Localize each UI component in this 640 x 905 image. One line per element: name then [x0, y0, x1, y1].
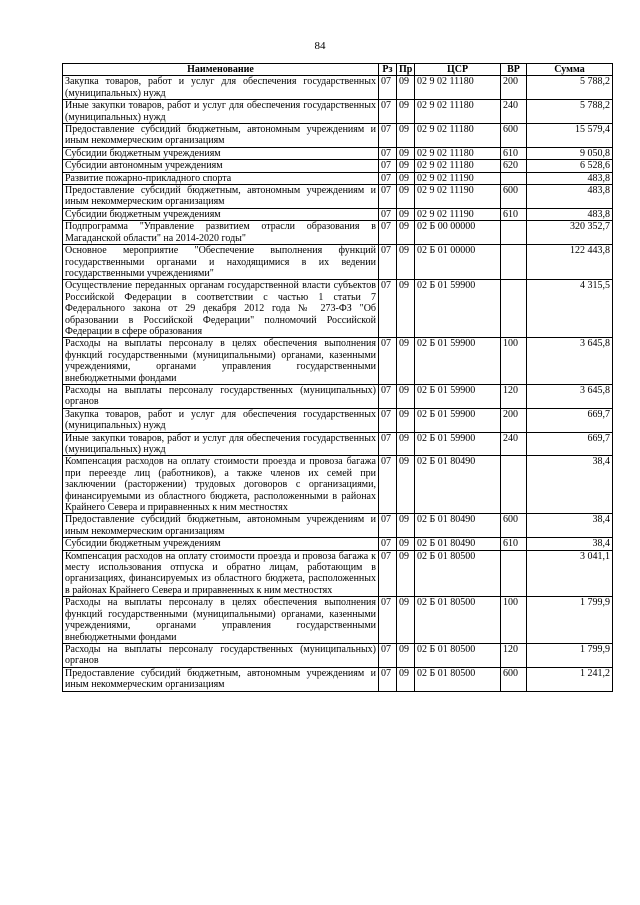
- cell-pr: 09: [397, 538, 415, 550]
- cell-pr: 09: [397, 384, 415, 408]
- cell-sum: 5 788,2: [527, 100, 613, 124]
- cell-sum: 38,4: [527, 538, 613, 550]
- cell-vr: 240: [501, 100, 527, 124]
- cell-pr: 09: [397, 280, 415, 338]
- cell-rz: 07: [379, 550, 397, 597]
- header-sum: Сумма: [527, 64, 613, 76]
- cell-pr: 09: [397, 76, 415, 100]
- cell-vr: 240: [501, 432, 527, 456]
- cell-pr: 09: [397, 185, 415, 209]
- cell-vr: [501, 172, 527, 184]
- cell-vr: 610: [501, 208, 527, 220]
- cell-name: Компенсация расходов на оплату стоимости проезда и провоза багажа к месту использования отпуска и обратно лицам, работающим в организациях, финансируемых из областного бюджета, расположенных в районах Крайнего Севера и приравненных к ним местностях: [63, 550, 379, 597]
- cell-vr: 600: [501, 185, 527, 209]
- cell-name: Предоставление субсидий бюджетным, автономным учреждениям и иным некоммерческим организациям: [63, 185, 379, 209]
- cell-name: Развитие пожарно-прикладного спорта: [63, 172, 379, 184]
- cell-sum: 669,7: [527, 408, 613, 432]
- cell-csr: 02 Б 00 00000: [415, 221, 501, 245]
- cell-vr: 600: [501, 667, 527, 691]
- cell-rz: 07: [379, 124, 397, 148]
- cell-rz: 07: [379, 245, 397, 280]
- table-header-row: [63, 64, 613, 76]
- cell-sum: 3 645,8: [527, 338, 613, 385]
- cell-csr: 02 Б 01 80490: [415, 514, 501, 538]
- cell-csr: 02 9 02 11180: [415, 147, 501, 159]
- cell-rz: 07: [379, 172, 397, 184]
- cell-rz: 07: [379, 643, 397, 667]
- cell-name: Осуществление переданных органам государственной власти субъектов Российской Федерации в соответствии с частью 1 статьи 7 Федерального закона от 29 декабря 2012 года № 273-ФЗ "Об образовании в Российской Федерации" полномочий Российской Федерации в сфере образования: [63, 280, 379, 338]
- cell-pr: 09: [397, 147, 415, 159]
- cell-csr: 02 9 02 11180: [415, 160, 501, 172]
- cell-csr: 02 Б 01 00000: [415, 245, 501, 280]
- header-rz: Рз: [379, 64, 397, 76]
- table-row: [63, 160, 613, 172]
- header-csr: ЦСР: [415, 64, 501, 76]
- cell-csr: 02 Б 01 80490: [415, 538, 501, 550]
- cell-name: Предоставление субсидий бюджетным, автономным учреждениям и иным некоммерческим организациям: [63, 667, 379, 691]
- cell-rz: 07: [379, 408, 397, 432]
- cell-pr: 09: [397, 221, 415, 245]
- cell-name: Субсидии автономным учреждениям: [63, 160, 379, 172]
- table-row: [63, 338, 613, 385]
- table-row: [63, 76, 613, 100]
- cell-csr: 02 9 02 11190: [415, 208, 501, 220]
- cell-vr: 100: [501, 338, 527, 385]
- cell-vr: 600: [501, 514, 527, 538]
- cell-rz: 07: [379, 384, 397, 408]
- cell-csr: 02 Б 01 80500: [415, 597, 501, 644]
- cell-name: Подпрограмма "Управление развитием отрасли образования в Магаданской области" на 2014-2020 годы": [63, 221, 379, 245]
- cell-rz: 07: [379, 456, 397, 514]
- cell-sum: 1 799,9: [527, 643, 613, 667]
- table-row: [63, 124, 613, 148]
- cell-vr: 620: [501, 160, 527, 172]
- cell-rz: 07: [379, 667, 397, 691]
- cell-vr: 610: [501, 538, 527, 550]
- budget-table: [62, 63, 613, 692]
- cell-sum: 6 528,6: [527, 160, 613, 172]
- table-row: [63, 550, 613, 597]
- cell-name: Иные закупки товаров, работ и услуг для обеспечения государственных (муниципальных) нужд: [63, 100, 379, 124]
- cell-sum: 3 041,1: [527, 550, 613, 597]
- cell-pr: 09: [397, 456, 415, 514]
- cell-pr: 09: [397, 160, 415, 172]
- table-row: [63, 147, 613, 159]
- table-row: [63, 597, 613, 644]
- cell-vr: [501, 456, 527, 514]
- table-row: [63, 100, 613, 124]
- cell-sum: 9 050,8: [527, 147, 613, 159]
- table-row: [63, 408, 613, 432]
- cell-vr: 600: [501, 124, 527, 148]
- cell-vr: 120: [501, 643, 527, 667]
- cell-pr: 09: [397, 597, 415, 644]
- cell-sum: 320 352,7: [527, 221, 613, 245]
- cell-pr: 09: [397, 245, 415, 280]
- table-row: [63, 643, 613, 667]
- cell-sum: 483,8: [527, 172, 613, 184]
- cell-pr: 09: [397, 172, 415, 184]
- cell-name: Расходы на выплаты персоналу государственных (муниципальных) органов: [63, 643, 379, 667]
- cell-name: Расходы на выплаты персоналу в целях обеспечения выполнения функций государственными (муниципальными) органами, казенными учреждениями, органами управления государственными внебюджетными фондами: [63, 338, 379, 385]
- cell-rz: 07: [379, 221, 397, 245]
- cell-vr: [501, 550, 527, 597]
- cell-csr: 02 Б 01 80500: [415, 550, 501, 597]
- cell-csr: 02 9 02 11190: [415, 172, 501, 184]
- cell-rz: 07: [379, 514, 397, 538]
- cell-csr: 02 9 02 11180: [415, 100, 501, 124]
- cell-csr: 02 Б 01 59900: [415, 432, 501, 456]
- cell-pr: 09: [397, 550, 415, 597]
- cell-name: Субсидии бюджетным учреждениям: [63, 208, 379, 220]
- cell-csr: 02 9 02 11180: [415, 76, 501, 100]
- cell-csr: 02 Б 01 59900: [415, 384, 501, 408]
- cell-pr: 09: [397, 338, 415, 385]
- cell-rz: 07: [379, 160, 397, 172]
- cell-sum: 483,8: [527, 208, 613, 220]
- cell-pr: 09: [397, 100, 415, 124]
- cell-csr: 02 Б 01 80500: [415, 667, 501, 691]
- cell-sum: 122 443,8: [527, 245, 613, 280]
- table-row: [63, 432, 613, 456]
- table-row: [63, 384, 613, 408]
- cell-vr: [501, 245, 527, 280]
- table-body: [63, 76, 613, 691]
- cell-pr: 09: [397, 208, 415, 220]
- table-row: [63, 245, 613, 280]
- cell-vr: 610: [501, 147, 527, 159]
- header-name: Наименование: [63, 64, 379, 76]
- cell-sum: 1 799,9: [527, 597, 613, 644]
- cell-rz: 07: [379, 280, 397, 338]
- cell-name: Закупка товаров, работ и услуг для обеспечения государственных (муниципальных) нужд: [63, 408, 379, 432]
- cell-rz: 07: [379, 100, 397, 124]
- cell-sum: 1 241,2: [527, 667, 613, 691]
- cell-sum: 483,8: [527, 185, 613, 209]
- cell-rz: 07: [379, 597, 397, 644]
- cell-name: Расходы на выплаты персоналу государственных (муниципальных) органов: [63, 384, 379, 408]
- cell-csr: 02 Б 01 59900: [415, 408, 501, 432]
- table-row: [63, 667, 613, 691]
- cell-name: Компенсация расходов на оплату стоимости проезда и провоза багажа при переезде лиц (работников), а также членов их семей при заключении (расторжении) трудовых договоров с организациями, финансируемыми из областного бюджета, расположенными в районах Крайнего Севера и приравненных к ним местностях: [63, 456, 379, 514]
- cell-vr: 120: [501, 384, 527, 408]
- cell-name: Закупка товаров, работ и услуг для обеспечения государственных (муниципальных) нужд: [63, 76, 379, 100]
- cell-name: Субсидии бюджетным учреждениям: [63, 538, 379, 550]
- table-row: [63, 208, 613, 220]
- cell-sum: 38,4: [527, 514, 613, 538]
- cell-pr: 09: [397, 432, 415, 456]
- cell-rz: 07: [379, 432, 397, 456]
- header-vr: ВР: [501, 64, 527, 76]
- cell-rz: 07: [379, 338, 397, 385]
- cell-csr: 02 Б 01 59900: [415, 280, 501, 338]
- cell-rz: 07: [379, 76, 397, 100]
- cell-rz: 07: [379, 185, 397, 209]
- cell-name: Основное мероприятие "Обеспечение выполнения функций государственными органами и находящимися в их ведении государственными учреждениями": [63, 245, 379, 280]
- cell-sum: 4 315,5: [527, 280, 613, 338]
- cell-name: Расходы на выплаты персоналу в целях обеспечения выполнения функций государственными (муниципальными) органами, казенными учреждениями, органами управления государственными внебюджетными фондами: [63, 597, 379, 644]
- cell-sum: 15 579,4: [527, 124, 613, 148]
- cell-rz: 07: [379, 538, 397, 550]
- cell-pr: 09: [397, 514, 415, 538]
- table-row: [63, 172, 613, 184]
- cell-vr: 100: [501, 597, 527, 644]
- cell-vr: 200: [501, 76, 527, 100]
- header-pr: Пр: [397, 64, 415, 76]
- cell-csr: 02 Б 01 80500: [415, 643, 501, 667]
- table-row: [63, 280, 613, 338]
- cell-csr: 02 Б 01 59900: [415, 338, 501, 385]
- cell-rz: 07: [379, 208, 397, 220]
- cell-csr: 02 9 02 11180: [415, 124, 501, 148]
- cell-pr: 09: [397, 124, 415, 148]
- table-row: [63, 456, 613, 514]
- cell-csr: 02 9 02 11190: [415, 185, 501, 209]
- cell-vr: [501, 221, 527, 245]
- cell-csr: 02 Б 01 80490: [415, 456, 501, 514]
- cell-pr: 09: [397, 667, 415, 691]
- cell-name: Иные закупки товаров, работ и услуг для обеспечения государственных (муниципальных) нужд: [63, 432, 379, 456]
- cell-vr: [501, 280, 527, 338]
- cell-rz: 07: [379, 147, 397, 159]
- cell-vr: 200: [501, 408, 527, 432]
- table-row: [63, 514, 613, 538]
- table-row: [63, 185, 613, 209]
- cell-name: Предоставление субсидий бюджетным, автономным учреждениям и иным некоммерческим организациям: [63, 124, 379, 148]
- cell-pr: 09: [397, 408, 415, 432]
- cell-name: Субсидии бюджетным учреждениям: [63, 147, 379, 159]
- cell-sum: 38,4: [527, 456, 613, 514]
- cell-sum: 669,7: [527, 432, 613, 456]
- table-row: [63, 538, 613, 550]
- cell-pr: 09: [397, 643, 415, 667]
- cell-name: Предоставление субсидий бюджетным, автономным учреждениям и иным некоммерческим организациям: [63, 514, 379, 538]
- cell-sum: 3 645,8: [527, 384, 613, 408]
- page-number: 84: [314, 40, 326, 52]
- table-row: [63, 221, 613, 245]
- cell-sum: 5 788,2: [527, 76, 613, 100]
